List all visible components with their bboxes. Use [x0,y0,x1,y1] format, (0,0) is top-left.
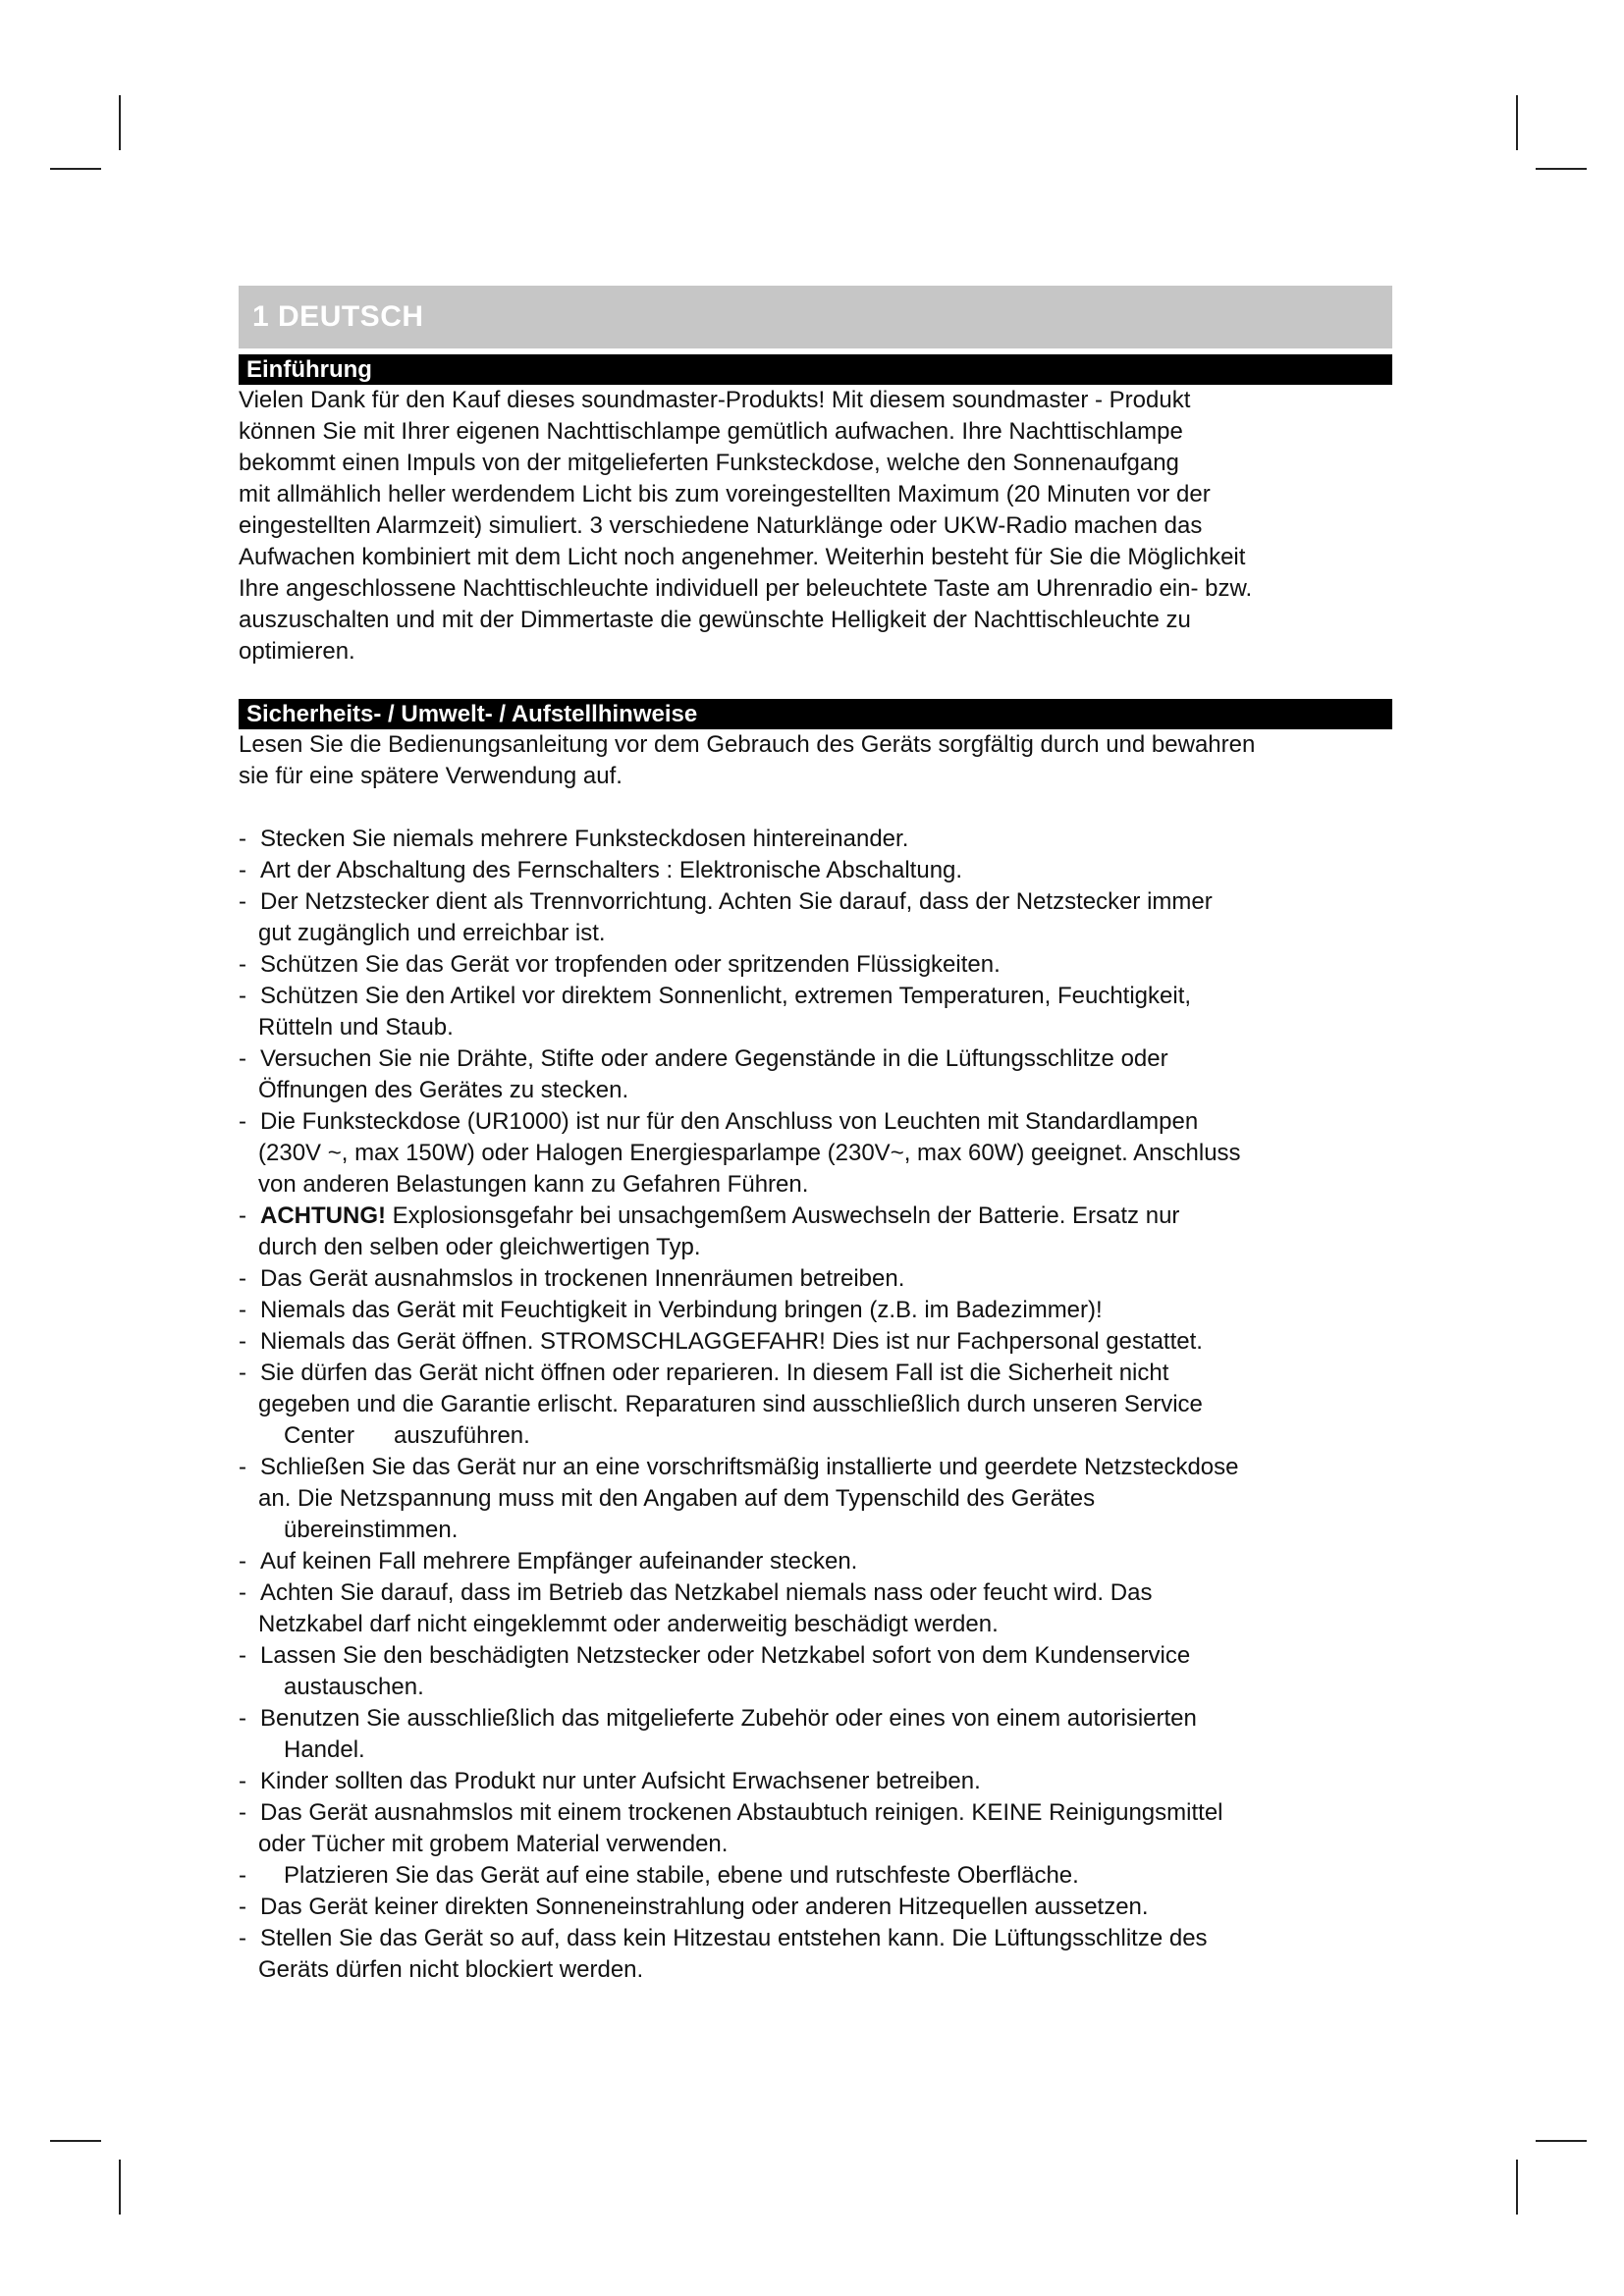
crop-mark-bottom-right-vertical [1516,2160,1518,2215]
intro-line: auszuschalten und mit der Dimmertaste die gewünschte Helligkeit der Nachttischleuchte zu [239,607,1191,633]
safety-item: - Das Gerät keiner direkten Sonneneinstrahlung oder anderen Hitzequellen aussetzen. [239,1892,1392,1923]
intro-line: können Sie mit Ihrer eigenen Nachttischlampe gemütlich aufwachen. Ihre Nachttischlampe [239,418,1183,445]
crop-mark-top-right-horizontal [1536,168,1587,170]
intro-line: Vielen Dank für den Kauf dieses soundmaster-Produkts! Mit diesem soundmaster - Produkt [239,387,1191,413]
crop-mark-top-left-vertical [119,95,121,150]
page-content [239,286,1392,1986]
safety-item: - Schützen Sie das Gerät vor tropfenden oder spritzenden Flüssigkeiten. [239,949,1392,981]
safety-item: - Sie dürfen das Gerät nicht öffnen oder reparieren. In diesem Fall ist die Sicherheit nicht gegeben und die Garantie erlischt. Reparaturen sind ausschließlich durch unseren Service Center auszuführen. [239,1358,1392,1452]
safety-item: - Schützen Sie den Artikel vor direktem Sonnenlicht, extremen Temperaturen, Feuchtigkeit, Rütteln und Staub. [239,981,1392,1043]
intro-line: optimieren. [239,638,355,665]
safety-item: - Kinder sollten das Produkt nur unter Aufsicht Erwachsener betreiben. [239,1766,1392,1797]
intro-line: eingestellten Alarmzeit) simuliert. 3 verschiedene Naturklänge oder UKW-Radio machen das [239,512,1203,539]
safety-intro [239,729,1392,792]
crop-mark-bottom-left-horizontal [50,2140,101,2142]
safety-heading: Sicherheits- / Umwelt- / Aufstellhinweise [239,699,1392,729]
intro-line: mit allmählich heller werdendem Licht bis zum voreingestellten Maximum (20 Minuten vor der [239,481,1211,507]
crop-mark-bottom-right-horizontal [1536,2140,1587,2142]
crop-mark-top-left-horizontal [50,168,101,170]
safety-item: - Benutzen Sie ausschließlich das mitgelieferte Zubehör oder eines von einem autorisierten Handel. [239,1703,1392,1766]
safety-item: - Die Funksteckdose (UR1000) ist nur für den Anschluss von Leuchten mit Standardlampen (230V ~, max 150W) oder Halogen Energiesparlampe (230V~, max 60W) geeignet. Anschluss von anderen Belastungen kann zu Gefahren Führen. [239,1106,1392,1201]
safety-item: - Auf keinen Fall mehrere Empfänger aufeinander stecken. [239,1546,1392,1577]
safety-item: - Achten Sie darauf, dass im Betrieb das Netzkabel niemals nass oder feucht wird. Das Netzkabel darf nicht eingeklemmt oder anderweitig beschädigt werden. [239,1577,1392,1640]
safety-intro-line: Lesen Sie die Bedienungsanleitung vor dem Gebrauch des Geräts sorgfältig durch und bewahren [239,731,1256,758]
intro-line: Ihre angeschlossene Nachttischleuchte individuell per beleuchtete Taste am Uhrenradio ein- bzw. [239,575,1253,602]
safety-item: - Das Gerät ausnahmslos mit einem trockenen Abstaubtuch reinigen. KEINE Reinigungsmittel oder Tücher mit grobem Material verwenden. [239,1797,1392,1860]
intro-heading: Einführung [239,354,1392,385]
safety-item: - Das Gerät ausnahmslos in trockenen Innenräumen betreiben. [239,1263,1392,1295]
chapter-title: 1 DEUTSCH [239,286,1392,348]
safety-item: - Lassen Sie den beschädigten Netzstecker oder Netzkabel sofort von dem Kundenservice austauschen. [239,1640,1392,1703]
intro-paragraph [239,385,1392,667]
safety-item: - Stecken Sie niemals mehrere Funksteckdosen hintereinander. [239,824,1392,855]
safety-item-warning: - ACHTUNG! Explosionsgefahr bei unsachgemßem Auswechseln der Batterie. Ersatz nur durch den selben oder gleichwertigen Typ. [239,1201,1392,1263]
safety-item: - Niemals das Gerät mit Feuchtigkeit in Verbindung bringen (z.B. im Badezimmer)! [239,1295,1392,1326]
intro-line: bekommt einen Impuls von der mitgelieferten Funksteckdose, welche den Sonnenaufgang [239,450,1179,476]
intro-line: Aufwachen kombiniert mit dem Licht noch angenehmer. Weiterhin besteht für Sie die Möglichkeit [239,544,1246,570]
crop-mark-bottom-left-vertical [119,2160,121,2215]
warning-label: ACHTUNG! [260,1202,386,1229]
safety-item: - Platzieren Sie das Gerät auf eine stabile, ebene und rutschfeste Oberfläche. [239,1860,1392,1892]
safety-list [239,824,1392,1986]
safety-item: - Der Netzstecker dient als Trennvorrichtung. Achten Sie darauf, dass der Netzstecker immer gut zugänglich und erreichbar ist. [239,886,1392,949]
safety-item: - Schließen Sie das Gerät nur an eine vorschriftsmäßig installierte und geerdete Netzsteckdose an. Die Netzspannung muss mit den Angaben auf dem Typenschild des Gerätes übereinstimmen. [239,1452,1392,1546]
safety-intro-line: sie für eine spätere Verwendung auf. [239,763,623,789]
safety-item: - Art der Abschaltung des Fernschalters : Elektronische Abschaltung. [239,855,1392,886]
safety-item: - Stellen Sie das Gerät so auf, dass kein Hitzestau entstehen kann. Die Lüftungsschlitze des Geräts dürfen nicht blockiert werden. [239,1923,1392,1986]
safety-item: - Versuchen Sie nie Drähte, Stifte oder andere Gegenstände in die Lüftungsschlitze oder Öffnungen des Gerätes zu stecken. [239,1043,1392,1106]
safety-item: - Niemals das Gerät öffnen. STROMSCHLAGGEFAHR! Dies ist nur Fachpersonal gestattet. [239,1326,1392,1358]
crop-mark-top-right-vertical [1516,95,1518,150]
